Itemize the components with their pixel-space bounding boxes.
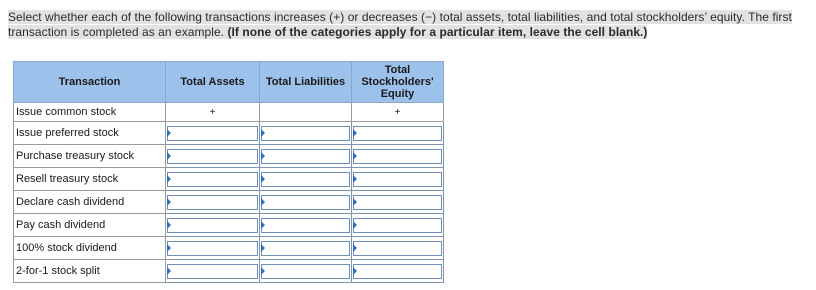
example-total-liabilities: [260, 103, 352, 122]
table-row: [14, 237, 444, 260]
header-total-equity: Total Stockholders' Equity: [352, 62, 444, 103]
total-liabilities-cell: [260, 122, 352, 145]
total-equity-answer-input[interactable]: [353, 172, 442, 187]
total-equity-cell: [352, 214, 444, 237]
total-equity-cell: [352, 237, 444, 260]
row-label: 100% stock dividend: [14, 237, 166, 260]
header-transaction: Transaction: [14, 62, 166, 103]
row-label: Declare cash dividend: [14, 191, 166, 214]
transactions-table: [13, 61, 444, 283]
total-liabilities-cell: [260, 145, 352, 168]
total-liabilities-answer-input[interactable]: [261, 241, 350, 256]
total-assets-cell: [166, 145, 260, 168]
total-equity-answer-input[interactable]: [353, 264, 442, 279]
example-total-equity: +: [352, 103, 444, 122]
total-assets-answer-input[interactable]: [167, 195, 258, 210]
total-assets-answer-input[interactable]: [167, 126, 258, 141]
total-equity-cell: [352, 145, 444, 168]
total-assets-answer-input[interactable]: [167, 172, 258, 187]
instructions-text: Select whether each of the following transactions increases (+) or decreases (−) total assets, total liabilities, and total stockholders’ equity. The first transaction is completed as an example. (If none of the categories apply for a particular item, leave the cell blank.): [8, 10, 792, 39]
total-liabilities-answer-input[interactable]: [261, 195, 350, 210]
instructions: [8, 10, 798, 40]
header-total-assets: Total Assets: [166, 62, 260, 103]
total-assets-answer-input[interactable]: [167, 149, 258, 164]
total-equity-answer-input[interactable]: [353, 218, 442, 233]
total-liabilities-answer-input[interactable]: [261, 218, 350, 233]
table-row: [14, 168, 444, 191]
total-equity-answer-input[interactable]: [353, 241, 442, 256]
total-assets-cell: [166, 260, 260, 283]
example-row: [14, 103, 444, 122]
total-equity-answer-input[interactable]: [353, 149, 442, 164]
total-assets-cell: [166, 122, 260, 145]
table-row: [14, 145, 444, 168]
total-equity-cell: [352, 191, 444, 214]
total-liabilities-answer-input[interactable]: [261, 172, 350, 187]
row-label: Resell treasury stock: [14, 168, 166, 191]
row-label: 2-for-1 stock split: [14, 260, 166, 283]
total-assets-answer-input[interactable]: [167, 264, 258, 279]
total-liabilities-cell: [260, 191, 352, 214]
total-equity-answer-input[interactable]: [353, 126, 442, 141]
row-label: Purchase treasury stock: [14, 145, 166, 168]
total-assets-cell: [166, 168, 260, 191]
total-assets-cell: [166, 214, 260, 237]
table-header-row: [14, 62, 444, 103]
total-equity-answer-input[interactable]: [353, 195, 442, 210]
total-liabilities-answer-input[interactable]: [261, 149, 350, 164]
total-assets-answer-input[interactable]: [167, 241, 258, 256]
total-equity-cell: [352, 260, 444, 283]
header-total-liabilities: Total Liabilities: [260, 62, 352, 103]
row-label: Issue preferred stock: [14, 122, 166, 145]
total-assets-answer-input[interactable]: [167, 218, 258, 233]
total-liabilities-answer-input[interactable]: [261, 126, 350, 141]
row-label: Issue common stock: [14, 103, 166, 122]
table-row: [14, 191, 444, 214]
total-equity-cell: [352, 168, 444, 191]
example-total-assets: +: [166, 103, 260, 122]
table-row: [14, 260, 444, 283]
row-label: Pay cash dividend: [14, 214, 166, 237]
table-row: [14, 214, 444, 237]
total-liabilities-answer-input[interactable]: [261, 264, 350, 279]
instructions-note: (If none of the categories apply for a particular item, leave the cell blank.): [227, 25, 648, 39]
total-liabilities-cell: [260, 168, 352, 191]
total-assets-cell: [166, 237, 260, 260]
table-row: [14, 122, 444, 145]
total-liabilities-cell: [260, 260, 352, 283]
total-assets-cell: [166, 191, 260, 214]
total-equity-cell: [352, 122, 444, 145]
total-liabilities-cell: [260, 237, 352, 260]
total-liabilities-cell: [260, 214, 352, 237]
